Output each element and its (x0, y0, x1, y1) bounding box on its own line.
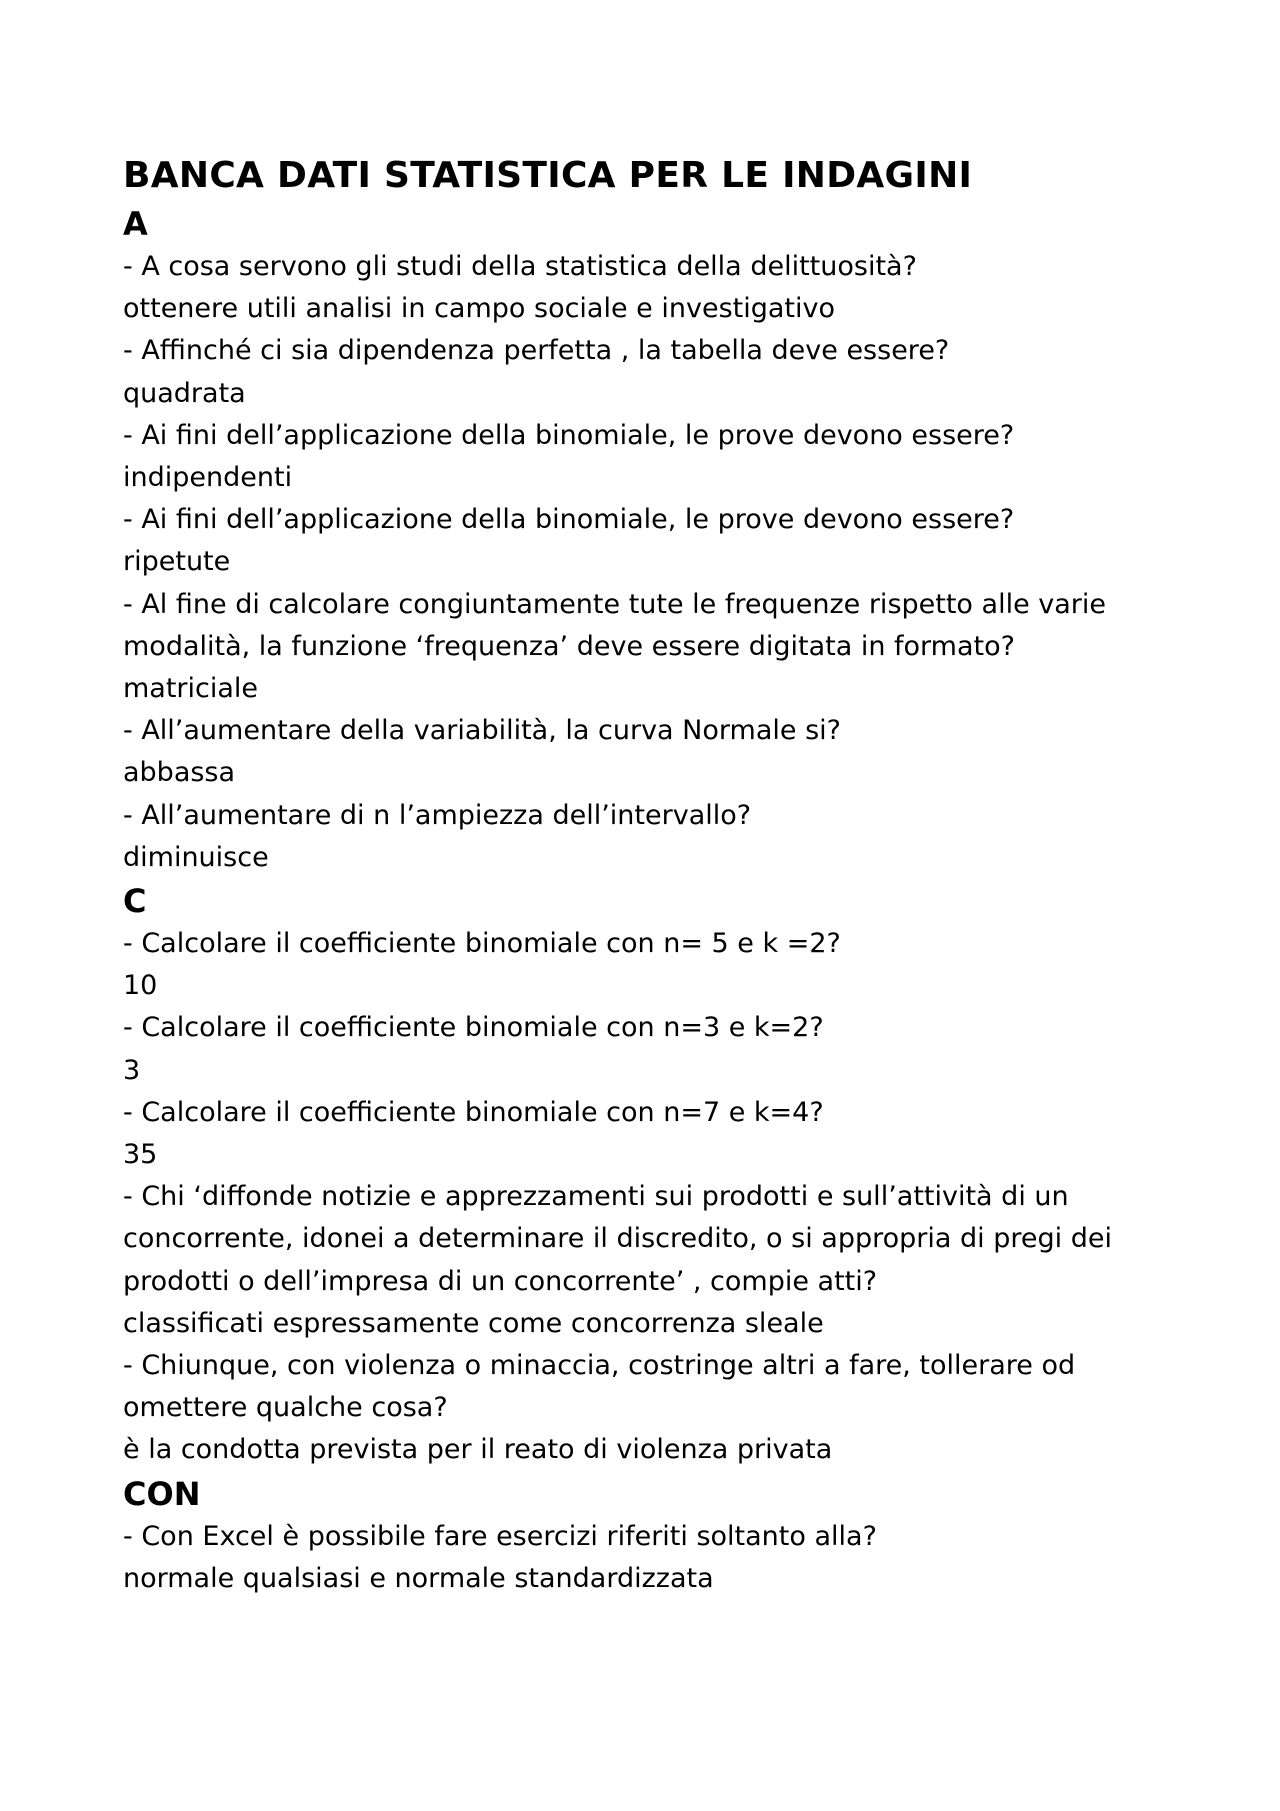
question-text: - Al fine di calcolare congiuntamente tute le frequenze rispetto alle varie modalità, la funzione ‘frequenza’ deve essere digitata in formato? (123, 588, 1107, 662)
answer-text: matriciale (123, 673, 259, 705)
answer-text: ripetute (123, 546, 231, 578)
qa-item (123, 923, 1173, 1007)
question-text: - Calcolare il coefficiente binomiale con n=7 e k=4? (123, 1096, 824, 1128)
qa-item (123, 1345, 1173, 1472)
qa-item (123, 795, 1173, 879)
section-heading: C (123, 882, 147, 921)
answer-text: 10 (123, 970, 158, 1002)
section-a (123, 202, 1173, 879)
answer-text: 35 (123, 1139, 158, 1171)
qa-item (123, 330, 1173, 414)
question-text: - Chiunque, con violenza o minaccia, costringe altri a fare, tollerare od omettere qualche cosa? (123, 1350, 1076, 1424)
question-text: - Calcolare il coefficiente binomiale con n=3 e k=2? (123, 1012, 824, 1044)
section-con (123, 1472, 1173, 1600)
qa-item (123, 415, 1173, 499)
question-text: - Ai fini dell’applicazione della binomiale, le prove devono essere? (123, 419, 1015, 451)
qa-item (123, 1516, 1173, 1600)
question-text: - Chi ‘diffonde notizie e apprezzamenti sui prodotti e sull’attività di un concorrente, idonei a determinare il discredito, o si appropria di pregi dei prodotti o dell’impresa di un concorrente’ , compie atti? (123, 1181, 1112, 1297)
section-heading: A (123, 205, 148, 243)
qa-item (123, 246, 1173, 330)
question-text: - Con Excel è possibile fare esercizi riferiti soltanto alla? (123, 1520, 877, 1552)
qa-item (123, 710, 1173, 794)
answer-text: è la condotta prevista per il reato di violenza privata (123, 1434, 833, 1466)
question-text: - All’aumentare di n l’ampiezza dell’intervallo? (123, 799, 752, 831)
section-c (123, 879, 1173, 1472)
answer-text: normale qualsiasi e normale standardizzata (123, 1562, 714, 1594)
answer-text: 3 (123, 1054, 141, 1086)
section-heading: CON (123, 1474, 201, 1513)
answer-text: abbassa (123, 757, 236, 789)
question-text: - Affinché ci sia dipendenza perfetta , la tabella deve essere? (123, 335, 950, 367)
qa-item (123, 1007, 1173, 1091)
answer-text: ottenere utili analisi in campo sociale e investigativo (123, 293, 835, 325)
answer-text: classificati espressamente come concorrenza sleale (123, 1307, 824, 1339)
answer-text: diminuisce (123, 841, 269, 873)
question-text: - Calcolare il coefficiente binomiale con n= 5 e k =2? (123, 928, 841, 960)
document-title: BANCA DATI STATISTICA PER LE INDAGINI (123, 155, 973, 196)
qa-item (123, 1092, 1173, 1176)
question-text: - Ai fini dell’applicazione della binomiale, le prove devono essere? (123, 504, 1015, 536)
question-text: - A cosa servono gli studi della statistica della delittuosità? (123, 251, 917, 282)
qa-item (123, 499, 1173, 583)
qa-item (123, 1176, 1173, 1345)
document-page (123, 150, 1173, 1600)
qa-item (123, 584, 1173, 711)
answer-text: indipendenti (123, 462, 293, 494)
answer-text: quadrata (123, 377, 246, 409)
question-text: - All’aumentare della variabilità, la curva Normale si? (123, 715, 841, 747)
